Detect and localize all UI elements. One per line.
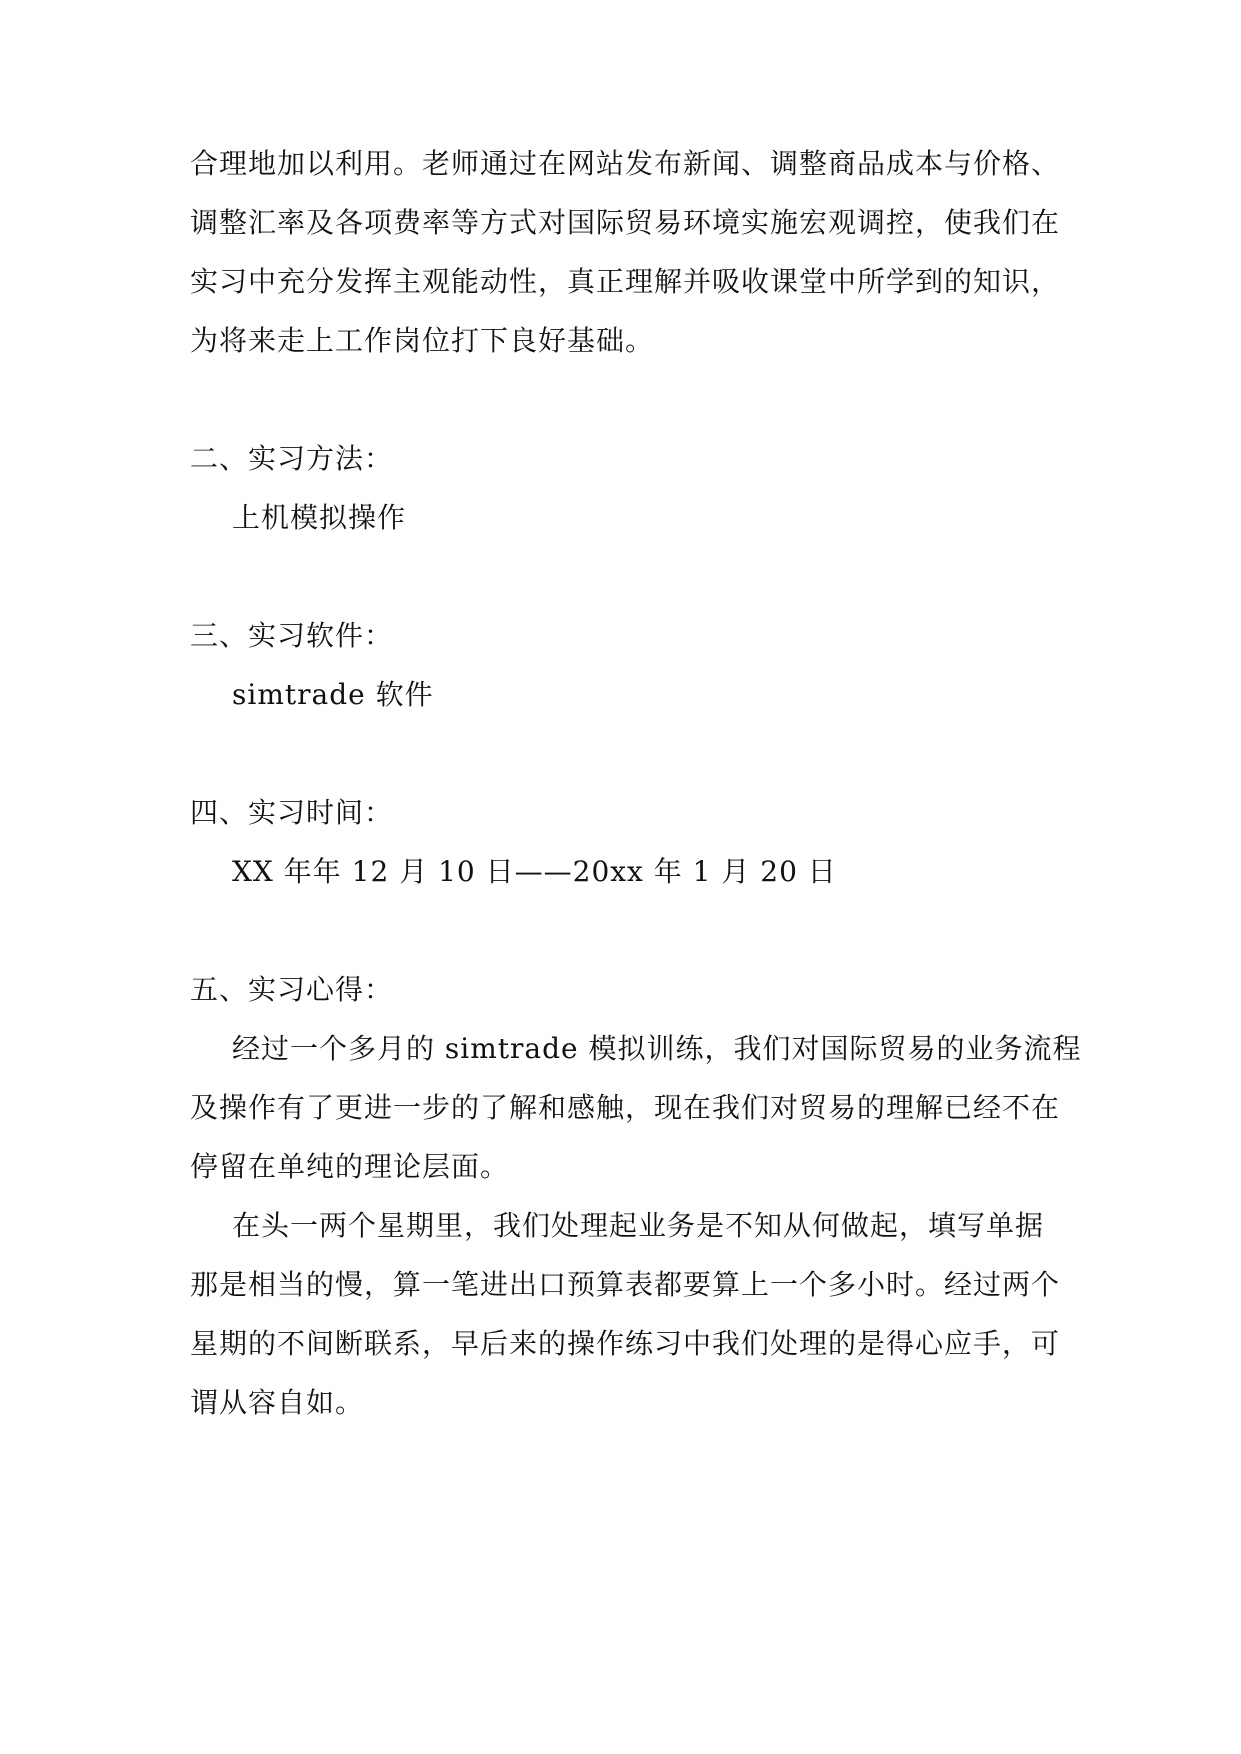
intro-line-2: 调整汇率及各项费率等方式对国际贸易环境实施宏观调控，使我们在 <box>190 206 1061 239</box>
intro-line-1: 合理地加以利用。老师通过在网站发布新闻、调整商品成本与价格、 <box>190 147 1061 180</box>
section-5-heading: 五、实习心得： <box>190 973 394 1006</box>
section-4-body: XX 年年 12 月 10 日——20xx 年 1 月 20 日 <box>232 855 837 888</box>
intro-line-3: 实习中充分发挥主观能动性，真正理解并吸收课堂中所学到的知识， <box>190 265 1061 298</box>
section-3-heading: 三、实习软件： <box>190 619 394 652</box>
intro-line-4: 为将来走上工作岗位打下良好基础。 <box>190 324 655 357</box>
section-5-p2-line-4: 谓从容自如。 <box>190 1386 365 1419</box>
section-5-p1-line-1: 经过一个多月的 simtrade 模拟训练，我们对国际贸易的业务流程 <box>232 1032 1082 1065</box>
section-5-p2-line-2: 那是相当的慢，算一笔进出口预算表都要算上一个多小时。经过两个 <box>190 1268 1061 1301</box>
section-3-body: simtrade 软件 <box>232 678 434 711</box>
section-5-p1-line-2: 及操作有了更进一步的了解和感触，现在我们对贸易的理解已经不在 <box>190 1091 1061 1124</box>
section-2-heading: 二、实习方法： <box>190 442 394 475</box>
section-5-p2-line-1: 在头一两个星期里，我们处理起业务是不知从何做起，填写单据 <box>232 1209 1045 1242</box>
section-5-p1-line-3: 停留在单纯的理论层面。 <box>190 1150 510 1183</box>
section-4-heading: 四、实习时间： <box>190 796 394 829</box>
section-2-body: 上机模拟操作 <box>232 501 407 534</box>
section-5-p2-line-3: 星期的不间断联系，早后来的操作练习中我们处理的是得心应手，可 <box>190 1327 1061 1360</box>
